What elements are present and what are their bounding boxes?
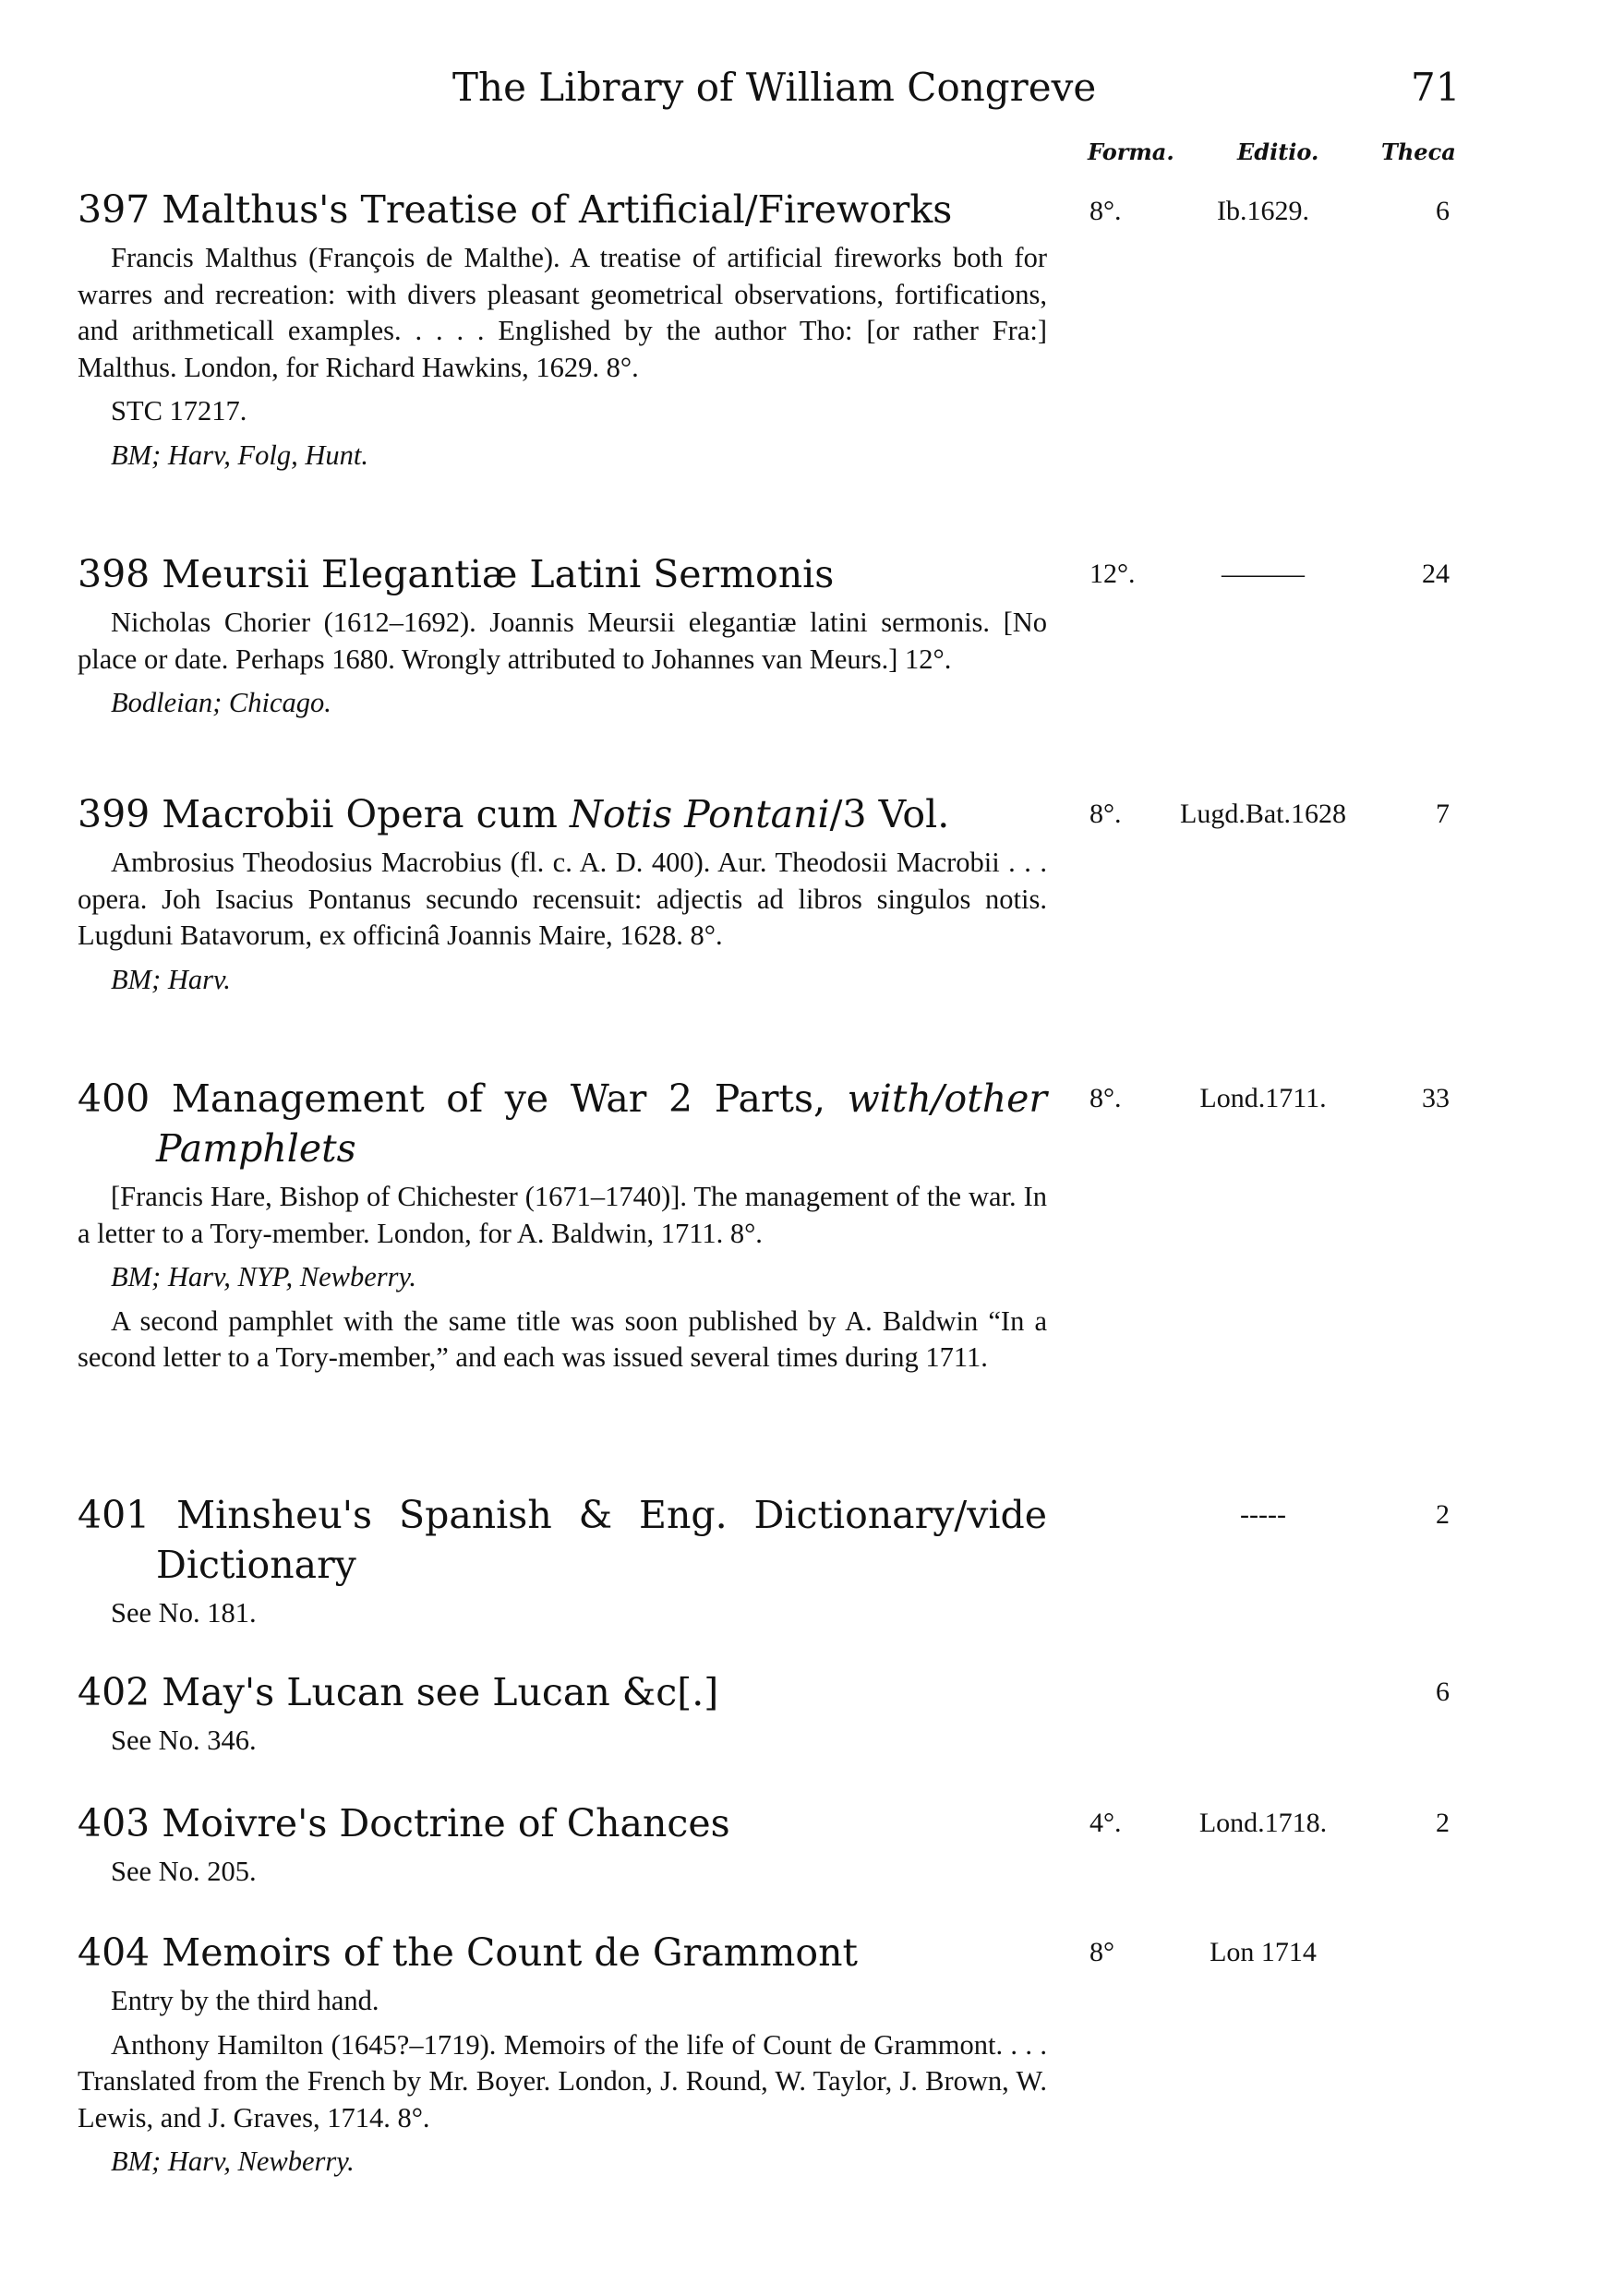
- title-text: 400 Management of ye War 2 Parts,: [78, 1076, 848, 1121]
- entry-see: See No. 346.: [111, 1725, 257, 1756]
- entry-description: Anthony Hamilton (1645?–1719). Memoirs of the life of Count de Grammont. . . . Translated from the French by Mr. Boyer. London, J. Round, W. Taylor, J. Brown, W. Lewis, and J. Graves, 1714. 8°.: [78, 2028, 1047, 2134]
- entry-title: 402 May's Lucan see Lucan &c[.]: [78, 1670, 719, 1714]
- entry-locations: BM; Harv, NYP, Newberry.: [111, 1261, 416, 1292]
- entry-reference: STC 17217.: [111, 395, 247, 427]
- entry-description: Nicholas Chorier (1612–1692). Joannis Meursii elegantiæ latini sermonis. [No place or date. Perhaps 1680. Wrongly attributed to Johannes van Meurs.] 12°.: [78, 607, 1047, 675]
- entry-401: [78, 1490, 1047, 1640]
- entry-locations: BM; Harv, Folg, Hunt.: [111, 439, 368, 471]
- editio-398: ———: [1222, 559, 1305, 589]
- entry-title: 398 Meursii Elegantiæ Latini Sermonis: [78, 552, 835, 596]
- theca-403: 2: [1436, 1808, 1450, 1838]
- editio-403: Lond.1718.: [1198, 1808, 1328, 1838]
- forma-403: 4°.: [1089, 1808, 1122, 1838]
- entry-title: 401 Minsheu's Spanish & Eng. Dictionary/vide Dictionary: [78, 1493, 1047, 1587]
- editio-404: Lon 1714: [1210, 1937, 1317, 1967]
- entry-402: [78, 1667, 1047, 1767]
- editio-397: Ib.1629.: [1217, 196, 1309, 226]
- forma-397: 8°.: [1089, 196, 1122, 226]
- column-header-theca: Theca: [1381, 138, 1456, 165]
- entry-title: 397 Malthus's Treatise of Artificial/Fireworks: [78, 187, 953, 232]
- forma-400: 8°.: [1089, 1083, 1122, 1113]
- entry-404: [78, 1928, 1047, 2188]
- entry-see: Entry by the third hand.: [111, 1985, 379, 2016]
- entry-403: [78, 1798, 1047, 1898]
- entry-400: [78, 1074, 1047, 1384]
- title-italic: Notis Pontani: [569, 792, 830, 836]
- entry-title: [78, 1074, 1047, 1173]
- theca-398: 24: [1422, 559, 1450, 589]
- column-header-editio: Editio.: [1237, 138, 1319, 165]
- theca-402: 6: [1436, 1677, 1450, 1707]
- entry-title: 404 Memoirs of the Count de Grammont: [78, 1930, 858, 1975]
- entry-see: See No. 205.: [111, 1856, 257, 1887]
- entry-locations: Bodleian; Chicago.: [111, 687, 331, 718]
- forma-398: 12°.: [1089, 559, 1136, 589]
- editio-401: -----: [1240, 1499, 1286, 1530]
- theca-401: 2: [1436, 1499, 1450, 1530]
- entry-title: 403 Moivre's Doctrine of Chances: [78, 1801, 730, 1845]
- page-number: 71: [1411, 65, 1461, 110]
- editio-399: Lugd.Bat.1628: [1180, 799, 1346, 829]
- entry-399: [78, 789, 1047, 1005]
- title-italic: with/other Pamphlets: [156, 1076, 1047, 1171]
- theca-397: 6: [1436, 196, 1450, 226]
- entry-locations: BM; Harv, Newberry.: [111, 2146, 355, 2177]
- theca-400: 33: [1422, 1083, 1450, 1113]
- editio-400: Lond.1711.: [1199, 1083, 1327, 1113]
- entry-title: [78, 789, 1047, 839]
- running-title: The Library of William Congreve: [452, 65, 1097, 110]
- entry-description: [Francis Hare, Bishop of Chichester (1671–1740)]. The management of the war. In a letter to a Tory-member. London, for A. Baldwin, 1711. 8°.: [78, 1181, 1047, 1249]
- entry-description: Ambrosius Theodosius Macrobius (fl. c. A. D. 400). Aur. Theodosii Macrobii . . . opera. Joh Isacius Pontanus secundo recensuit: adjectis ad libros singulos notis. Lugduni Batavorum, ex officinâ Joannis Maire, 1628. 8°.: [78, 847, 1047, 951]
- column-header-forma: Forma.: [1088, 138, 1174, 165]
- title-text: 399 Macrobii Opera cum: [78, 792, 570, 836]
- entry-397: [78, 185, 1047, 481]
- entry-see: See No. 181.: [111, 1597, 257, 1629]
- entry-locations: BM; Harv.: [111, 963, 231, 995]
- title-text: /3 Vol.: [829, 792, 950, 836]
- theca-399: 7: [1436, 799, 1450, 829]
- forma-399: 8°.: [1089, 799, 1122, 829]
- entry-398: [78, 549, 1047, 729]
- entry-description: Francis Malthus (François de Malthe). A treatise of artificial fireworks both for warres and recreation: with divers pleasant geometrical observations, fortifications, and arithmeticall examples. . . . . Englished by the author Tho: [or rather Fra:] Malthus. London, for Richard Hawkins, 1629. 8°.: [78, 242, 1047, 383]
- entry-note: A second pamphlet with the same title was soon published by A. Baldwin “In a second letter to a Tory-member,” and each was issued several times during 1711.: [78, 1304, 1047, 1373]
- forma-404: 8°: [1089, 1937, 1114, 1967]
